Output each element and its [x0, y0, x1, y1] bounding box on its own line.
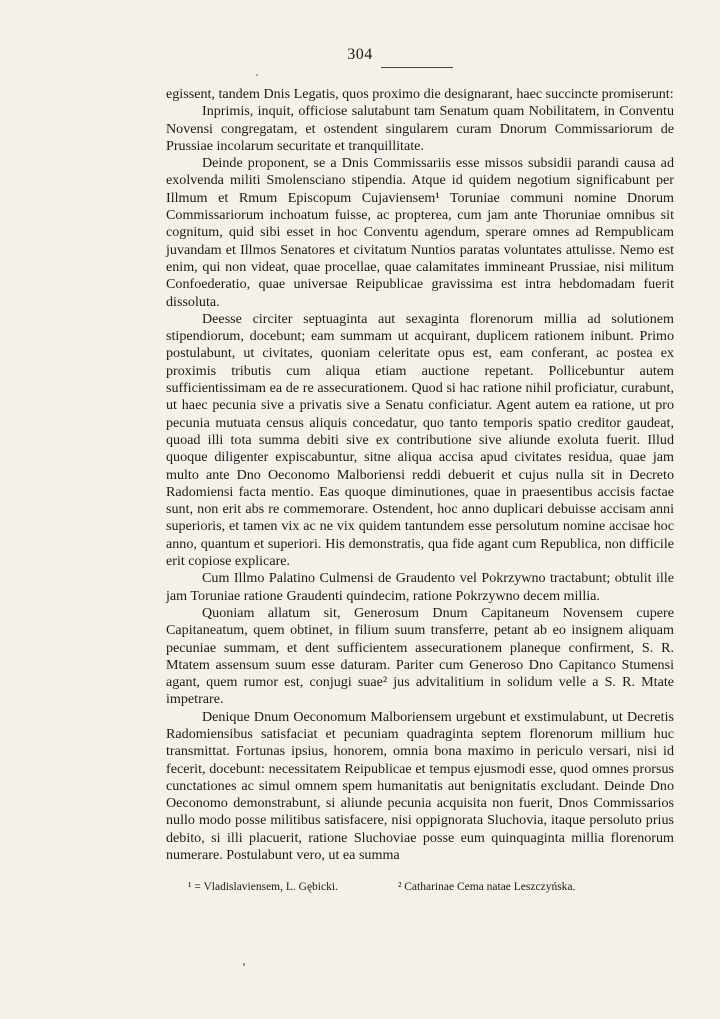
paragraph-oeconomus: Denique Dnum Oeconomum Malboriensem urgebunt et exstimulabunt, ut Decretis Radomiensibus satisfaciat et pecuniam quadraginta septem florenorum millium huc transmittat. Fortunas ipsius, honorem, omnia bona maximo in periculo versari, nisi id fecerit, docebunt: necessitatem Reipublicae et tempus ejusmodi esse, quod omnes prorsus cunctationes ac simul omnem spem humanitatis aut benignitatis excludant. Deinde Dno Oeconomo demonstrabunt, si aliunde pecunia acquisita non fuerit, Dnos Commissarios nullo modo posse militibus satisfacere, nisi oppignorata Sluchovia, itaque persoluto prius debito, si illi placuerit, ratione Sluchoviae posse eum quinquaginta millia florenorum numerare. Postulabunt vero, ut ea summa	[166, 708, 674, 864]
paragraph-salutation: Inprimis, inquit, officiose salutabunt tam Senatum quam Nobilitatem, in Conventu Novensi congregatam, et ostendent singularem curam Dnorum Commissariorum de Prussiae incolarum securitate et tranquillitate.	[166, 103, 674, 154]
page-number: 304	[347, 46, 373, 63]
paragraph-proposal: Deinde proponent, se a Dnis Commissariis esse missos subsidii parandi causa ad exolvenda militi Smolensciano stipendia. Atque id quidem negotium significabunt per Illmum et Rmum Episcopum Cujaviensem¹ Toruniae communi nomine Dnorum Commissariorum inchoatum fuisse, ac propterea, cum jam ante Thoruniae omnibus sit cognitum, quid sibi esset in hoc Conventu agendum, sperare omnes ad Rempublicam juvandam et Illmos Senatores et civitatum Nuntios paratas voluntates attulisse. Nemo est enim, qui non videat, quae procellae, quae calamitates immineant Prussiae, nisi militum Confoederatio, quae universae Reipublicae gravissima est intra hebdomadam fuerit dissoluta.	[166, 155, 674, 310]
page-speck	[243, 963, 245, 966]
footnote-2: ² Catharinae Cema natae Leszczyńska.	[397, 881, 576, 893]
footnotes	[188, 880, 668, 894]
page-speck	[256, 74, 258, 76]
paragraph-palatinus: Cum Illmo Palatino Culmensi de Graudento vel Pokrzywno tractabunt; obtulit ille jam Toruniae ratione Graudenti quindecim, ratione Pokrzywno decem millia.	[166, 570, 674, 604]
footnote-1: ¹ = Vladislaviensem, L. Gębicki.	[188, 881, 338, 893]
main-text	[166, 86, 674, 864]
page-number-rule	[381, 67, 453, 68]
paragraph-stipends: Deesse circiter septuaginta aut sexaginta florenorum millia ad solutionem stipendiorum, docebunt; eam summam ut acquirant, duplicem rationem inibunt. Primo postulabunt, ut civitates, quoniam celeritate opus est, eam conferant, ac postea ex proximis tributis cum aliqua etiam auctione repetant. Pollicebuntur autem sufficientissimam ea de re assecurationem. Quod si hac ratione nihil proficiatur, curabunt, ut haec pecunia sive a privatis sive a Senatu conficiatur. Agent autem ea ratione, ut pro pecunia mutuata census aliquis concedatur, quo tanto temporis spatio creditor gaudeat, quoad illi tota summa debiti sive ex contributione sive aliunde exoluta fuerit. Illud quoque diligenter expiscabuntur, sitne aliqua accisa apud civitates residua, quae jam multo ante Dno Oeconomo Malboriensi reddi debuerit et cujus nulla sit in Decreto Radomiensi facta mentio. Eas quoque diminutiones, quae in praesentibus accisis factae sunt, non erit abs re commemorare. Ostendent, hoc anno duplicari debuisse accisam anni superioris, et tamen vix ac ne vix quidem tantundem esse persolutum nomine accisae hoc anno, quantum et superiori. His demonstratis, qua fide agant cum Republica, non difficile erit copiose explicare.	[166, 310, 674, 570]
paragraph-continuation: egissent, tandem Dnis Legatis, quos proximo die designarant, haec succincte promiserunt:	[166, 86, 674, 102]
paragraph-capitaneatus: Quoniam allatum sit, Generosum Dnum Capitaneum Novensem cupere Capitaneatum, quem obtinet, in filium suum transferre, petant ab eo insignem aliquam pecuniae summam, et dent sufficientem assecurationem planeque confirment, S. R. Mtatem assensum suum esse daturam. Pariter cum Generoso Dno Capitanco Stumensi agant, quem rumor est, conjugi suae² jus advitalitium in solidum velle a S. R. Mtate impetrare.	[166, 604, 674, 708]
